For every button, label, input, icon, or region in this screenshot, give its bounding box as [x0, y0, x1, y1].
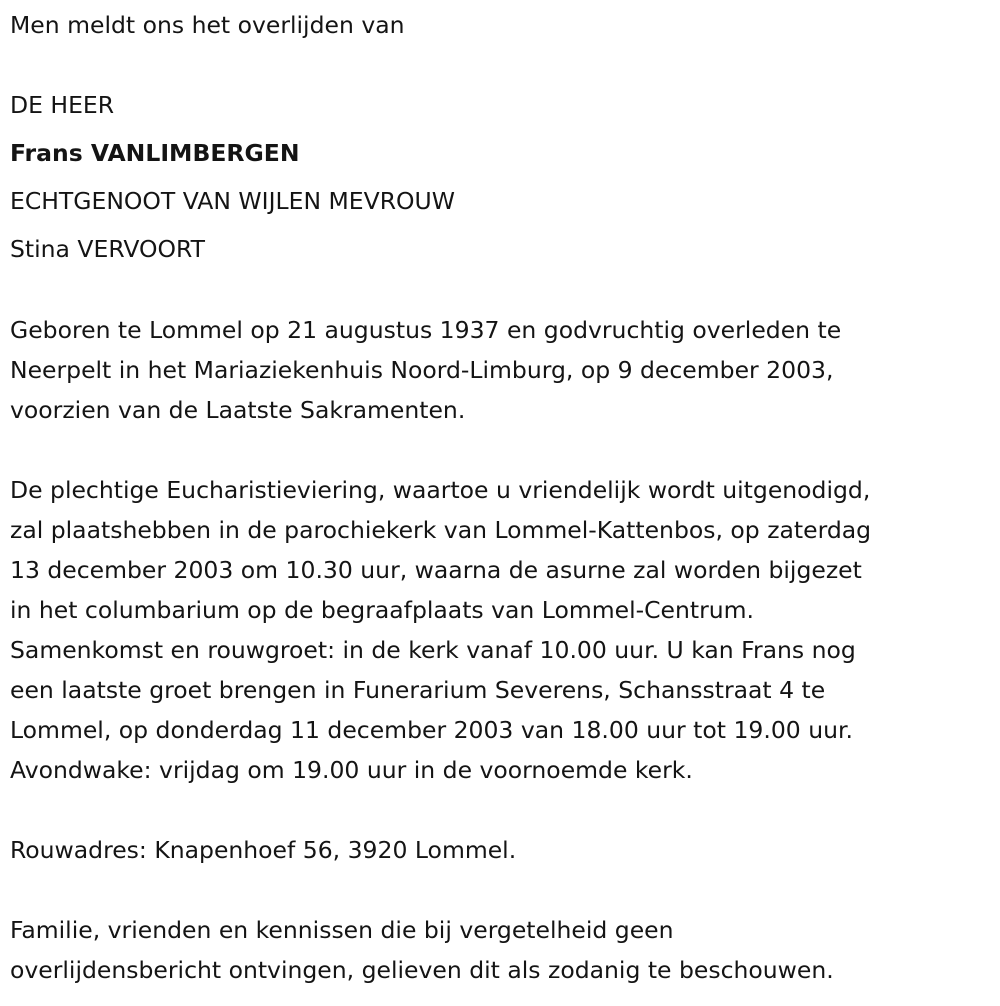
- intro-line: Men meldt ons het overlijden van: [10, 11, 405, 39]
- paragraph-line: Avondwake: vrijdag om 19.00 uur in de voornoemde kerk.: [10, 756, 693, 784]
- paragraph-line: Samenkomst en rouwgroet: in de kerk vanaf 10.00 uur. U kan Frans nog: [10, 636, 856, 664]
- paragraph-line: Lommel, op donderdag 11 december 2003 van 18.00 uur tot 19.00 uur.: [10, 716, 853, 744]
- deceased-heading: [10, 81, 1000, 273]
- relation: ECHTGENOOT VAN WIJLEN MEVROUW: [10, 187, 455, 215]
- paragraph-line: Familie, vrienden en kennissen die bij vergetelheid geen: [10, 916, 674, 944]
- spouse-name: Stina VERVOORT: [10, 235, 206, 263]
- paragraph-line: zal plaatshebben in de parochiekerk van Lommel-Kattenbos, op zaterdag: [10, 516, 872, 544]
- paragraph-line: voorzien van de Laatste Sakramenten.: [10, 396, 466, 424]
- paragraph-line: Geboren te Lommel op 21 augustus 1937 en godvruchtig overleden te: [10, 316, 842, 344]
- closing-paragraph: [10, 910, 1000, 990]
- paragraph-line: overlijdensbericht ontvingen, gelieven dit als zodanig te beschouwen.: [10, 956, 834, 984]
- mourning-address: Rouwadres: Knapenhoef 56, 3920 Lommel.: [10, 836, 517, 864]
- paragraph-line: De plechtige Eucharistieviering, waartoe u vriendelijk wordt uitgenodigd,: [10, 476, 871, 504]
- ceremony-paragraph: [10, 470, 1000, 790]
- paragraph-line: in het columbarium op de begraafplaats van Lommel-Centrum.: [10, 596, 754, 624]
- deceased-name: Frans VANLIMBERGEN: [10, 139, 300, 167]
- address-paragraph: [10, 830, 1000, 870]
- birth-paragraph: [10, 310, 1000, 430]
- paragraph-line: 13 december 2003 om 10.30 uur, waarna de asurne zal worden bijgezet: [10, 556, 862, 584]
- paragraph-line: een laatste groet brengen in Funerarium Severens, Schansstraat 4 te: [10, 676, 826, 704]
- intro-text: [10, 5, 1000, 45]
- title: DE HEER: [10, 91, 115, 119]
- paragraph-line: Neerpelt in het Mariaziekenhuis Noord-Limburg, op 9 december 2003,: [10, 356, 834, 384]
